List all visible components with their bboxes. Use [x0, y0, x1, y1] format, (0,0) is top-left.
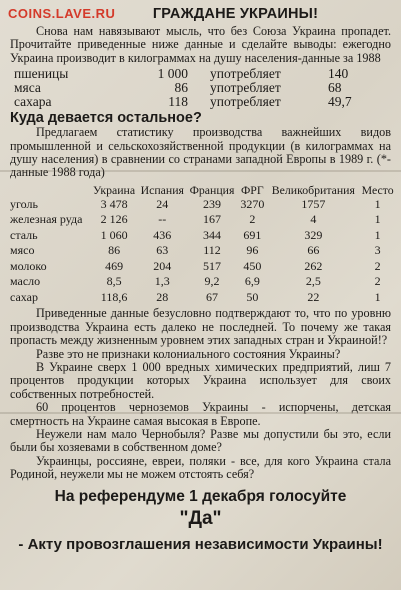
table-cell: 262 — [304, 258, 323, 273]
table-cell: 204 — [153, 258, 172, 273]
table-cell: 3 478 — [100, 196, 128, 211]
table-cell: 8,5 — [106, 274, 122, 289]
referendum-call: На референдуме 1 декабря голосуйте — [54, 487, 347, 505]
stats-consumed: 140 — [328, 66, 349, 82]
table-cell: 1 — [374, 289, 381, 304]
table-row — [10, 197, 396, 213]
body-paragraph: Украинцы, россияне, евреи, поляки - все, для кого Украина стала Родиной, неужели мы не можем отстоять себя? — [10, 453, 391, 482]
table-cell: 2 — [374, 274, 381, 289]
table-row — [10, 290, 396, 306]
stats-verb: употребляет — [210, 80, 281, 96]
table-cell: 2,5 — [305, 274, 321, 289]
table-cell: 86 — [108, 243, 121, 258]
body-paragraph: Неужели нам мало Чернобыля? Разве мы допустили бы это, если были бы хозяевами в собственном доме? — [10, 427, 391, 455]
table-cell: 2 — [249, 212, 256, 227]
question-heading: Куда девается остальное? — [10, 110, 202, 127]
table-cell: 344 — [202, 227, 221, 242]
table-cell: 1 — [374, 227, 381, 242]
table-cell: 4 — [310, 212, 317, 227]
table-cell: 469 — [105, 258, 124, 273]
table-cell: 66 — [307, 243, 320, 258]
table-cell: 2 — [374, 258, 381, 273]
table-cell: 1,3 — [154, 274, 170, 289]
stats-consumed: 68 — [328, 80, 342, 96]
table-cell: -- — [158, 212, 167, 227]
table-cell: 96 — [246, 243, 259, 258]
table-cell: 3270 — [240, 196, 265, 211]
stats-item: мяса — [14, 80, 41, 96]
stats-produced: 1 000 — [157, 66, 188, 82]
stats-item: пшеницы — [14, 66, 69, 82]
table-header: ФРГ — [240, 182, 264, 197]
production-table — [10, 183, 396, 306]
watermark: COINS.LAVE.RU — [8, 6, 116, 21]
stats-row — [10, 95, 391, 109]
table-cell: 6,9 — [244, 274, 260, 289]
table-cell: 112 — [203, 243, 221, 258]
table-header-row — [10, 183, 396, 197]
table-cell: 118,6 — [100, 289, 128, 304]
body-paragraph: 60 процентов черноземов Украины - испорчены, детская смертность на Украине самая высокая в Европе. — [10, 400, 391, 428]
table-cell: 239 — [202, 196, 221, 211]
table-header: Франция — [189, 182, 235, 197]
stats-item: сахара — [14, 94, 52, 110]
table-header: Испания — [140, 182, 184, 197]
table-cell: 691 — [243, 227, 262, 242]
table-cell: 63 — [156, 243, 169, 258]
table-header: Место — [361, 182, 394, 197]
body-paragraph: В Украине сверх 1 000 вредных химических предприятий, лиш 7 процентов продукции которых Украина использует для своих собственных потребностей. — [10, 359, 391, 401]
table-cell: 1757 — [301, 196, 326, 211]
table-cell: 67 — [205, 289, 218, 304]
table-row — [10, 212, 396, 228]
referendum-act: - Акту провозглашения независимости Украины! — [18, 535, 383, 553]
table-cell: 9,2 — [204, 274, 220, 289]
body-paragraph: Разве это не признаки колониального состояния Украины? — [36, 346, 341, 361]
table-row — [10, 274, 396, 290]
body-paragraph: Приведенные данные безусловно подтверждают то, что по уровню производства Украина есть далеко не последней. То почему же такая пропасть между жизненным уровнем этих западных стран и Украиной!? — [10, 306, 391, 348]
table-cell: 167 — [202, 212, 221, 227]
offer-paragraph: Предлагаем статистику производства важнейших видов промышленной и сельскохозяйственной продукции (в килограммах на душу населения) в сравнении со странами западной Европы в 1989 г. (*-данные 1988 года) — [10, 125, 391, 180]
table-cell: мясо — [10, 243, 35, 258]
referendum-yes: "Да" — [179, 507, 222, 529]
table-cell: 28 — [156, 289, 169, 304]
table-cell: молоко — [10, 258, 47, 273]
table-header: Великобритания — [271, 182, 355, 197]
table-header — [10, 183, 90, 197]
fold-line — [0, 412, 401, 414]
table-cell: 1 — [374, 212, 381, 227]
table-cell: 24 — [156, 196, 169, 211]
intro-paragraph: Снова нам навязывают мысль, что без Союза Украина пропадет. Прочитайте приведенные ниже данные и сделайте выводы: ежегодно Украина производит в килограммах на душу населения-данные за 1988 — [10, 24, 391, 65]
table-cell: 50 — [246, 289, 259, 304]
stats-produced: 118 — [168, 94, 188, 110]
table-cell: 3 — [374, 243, 381, 258]
stats-verb: употребляет — [210, 66, 281, 82]
table-cell: сахар — [10, 289, 38, 304]
stats-verb: употребляет — [210, 94, 281, 110]
fold-line — [0, 170, 401, 172]
table-cell: железная руда — [10, 212, 83, 227]
table-cell: 22 — [307, 289, 320, 304]
table-cell: масло — [10, 274, 41, 289]
table-cell: 436 — [153, 227, 172, 242]
table-row — [10, 243, 396, 259]
table-header: Украина — [93, 182, 136, 197]
table-cell: 450 — [243, 258, 262, 273]
stats-row — [10, 67, 391, 81]
stats-produced: 86 — [174, 80, 188, 96]
table-cell: 1 — [374, 196, 381, 211]
table-cell: 1 060 — [100, 227, 128, 242]
table-cell: уголь — [10, 196, 38, 211]
table-cell: сталь — [10, 227, 38, 242]
table-cell: 2 126 — [100, 212, 128, 227]
stats-consumed: 49,7 — [328, 94, 352, 110]
table-row — [10, 228, 396, 244]
stats-row — [10, 81, 391, 95]
table-row — [10, 259, 396, 275]
stats-list — [10, 67, 391, 109]
table-cell: 517 — [202, 258, 221, 273]
table-cell: 329 — [304, 227, 323, 242]
page-title: ГРАЖДАНЕ УКРАИНЫ! — [152, 6, 319, 22]
